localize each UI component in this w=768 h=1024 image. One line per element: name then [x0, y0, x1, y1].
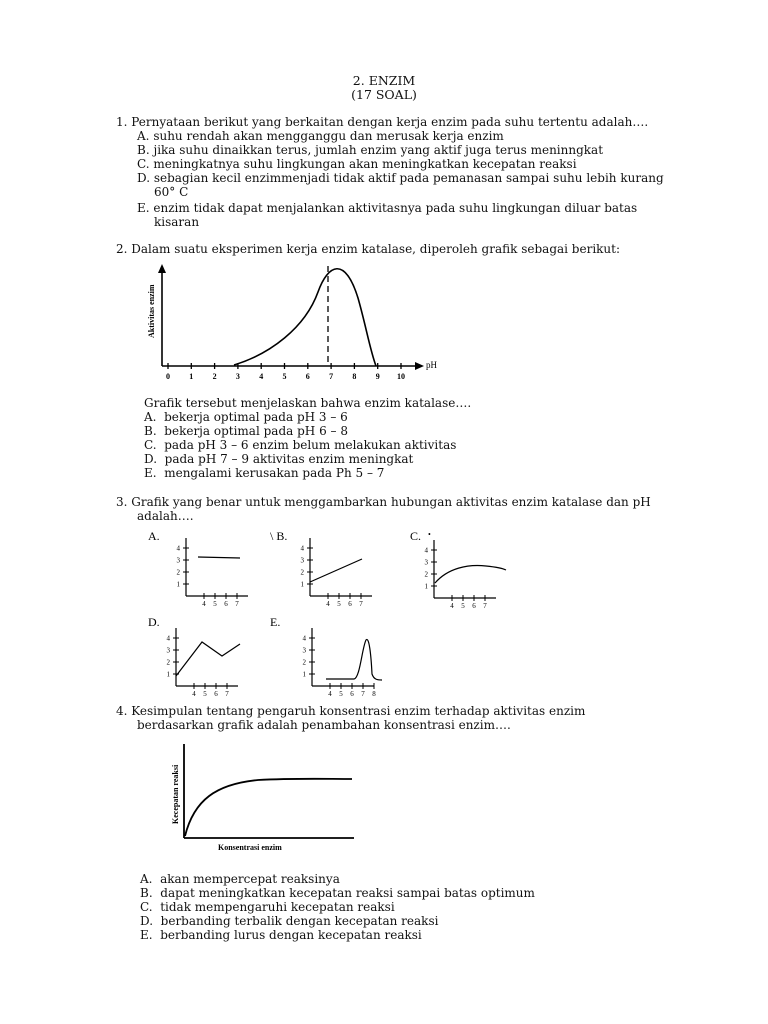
mini-y-tick-label: 1	[166, 670, 170, 679]
q2-option-e: E. mengalami kerusakan pada Ph 5 – 7	[144, 466, 385, 480]
q2-chart	[140, 258, 450, 390]
q3-graph-c-axes	[425, 540, 497, 610]
q1-option-e: E. enzim tidak dapat menjalankan aktivitasnya pada suhu lingkungan diluar batas	[137, 201, 638, 215]
q1-option-d-cont: 60° C	[154, 185, 189, 199]
mini-y-tick-label: 2	[424, 570, 428, 579]
q3-graph-c	[408, 528, 522, 614]
q3-graph-d	[146, 614, 256, 706]
q3-graph-b	[268, 528, 378, 614]
question-4-stem: 4. Kesimpulan tentang pengaruh konsentrasi enzim terhadap aktivitas enzim	[116, 704, 586, 718]
q2-x-tick-label: 6	[305, 372, 310, 381]
q2-y-arrow	[158, 264, 166, 273]
mini-y-tick-label: 2	[176, 568, 180, 577]
q2-x-tick-label: 8	[352, 372, 357, 381]
question-1-stem: 1. Pernyataan berikut yang berkaitan dengan kerja enzim pada suhu tertentu adalah….	[116, 115, 649, 129]
mini-y-tick-label: 4	[300, 544, 304, 553]
q3-graph-b-axes	[301, 538, 373, 608]
q3-graph-c-label: C.	[410, 529, 422, 543]
q2-lead: Grafik tersebut menjelaskan bahwa enzim katalase….	[144, 396, 472, 410]
q3-graph-e-curve	[326, 639, 382, 680]
page-subtitle: (17 SOAL)	[351, 87, 417, 102]
q4-option-b: B. dapat meningkatkan kecepatan reaksi sampai batas optimum	[140, 886, 535, 900]
mini-y-tick-label: 3	[424, 558, 428, 567]
q1-option-d: D. sebagian kecil enzimmenjadi tidak aktif pada pemanasan sampai suhu lebih kurang	[137, 171, 664, 185]
mini-x-tick-label: 4	[202, 600, 206, 608]
q3-graph-a-axes	[177, 538, 249, 608]
mini-y-tick-label: 1	[424, 582, 428, 591]
q2-x-tick-label: 3	[235, 372, 240, 381]
question-2-stem: 2. Dalam suatu eksperimen kerja enzim katalase, diperoleh grafik sebagai berikut:	[116, 242, 621, 256]
mini-x-tick-label: 5	[461, 602, 465, 610]
mini-x-tick-label: 8	[372, 690, 376, 698]
mini-x-tick-label: 4	[192, 690, 196, 698]
q2-option-c: C. pada pH 3 – 6 enzim belum melakukan aktivitas	[144, 438, 457, 452]
mini-x-tick-label: 7	[483, 602, 487, 610]
mini-y-tick-label: 2	[166, 658, 170, 667]
mini-x-tick-label: 5	[203, 690, 207, 698]
mini-x-tick-label: 5	[213, 600, 217, 608]
mini-x-tick-label: 6	[348, 600, 352, 608]
q4-ylabel: Kecepatan reaksi	[171, 764, 180, 824]
mini-x-tick-label: 6	[224, 600, 228, 608]
q2-x-tick-label: 1	[189, 372, 194, 381]
q2-x-tick-label: 0	[166, 372, 170, 381]
mini-x-tick-label: 7	[361, 690, 365, 698]
mini-x-tick-label: 6	[214, 690, 218, 698]
mini-y-tick-label: 4	[424, 546, 428, 555]
q3-graph-c-curve	[435, 566, 506, 583]
q3-graph-b-label: \ B.	[270, 529, 288, 543]
q3-graph-d-line	[176, 642, 240, 676]
mini-y-tick-label: 3	[176, 556, 180, 565]
mini-y-tick-label: 4	[166, 634, 170, 643]
mini-y-tick-label: 4	[302, 634, 306, 643]
mini-x-tick-label: 6	[472, 602, 476, 610]
question-4-stem-cont: berdasarkan grafik adalah penambahan konsentrasi enzim….	[137, 718, 511, 732]
mini-y-tick-label: 1	[300, 580, 304, 589]
question-3-stem: 3. Grafik yang benar untuk menggambarkan hubungan aktivitas enzim katalase dan pH	[116, 495, 651, 509]
q4-option-d: D. berbanding terbalik dengan kecepatan reaksi	[140, 914, 439, 928]
mini-x-tick-label: 7	[225, 690, 229, 698]
q2-x-tick-label: 9	[375, 372, 380, 381]
page-title: 2. ENZIM	[352, 73, 416, 88]
mini-y-tick-label: 2	[302, 658, 306, 667]
q4-option-a: A. akan mempercepat reaksinya	[140, 872, 340, 886]
mini-x-tick-label: 7	[359, 600, 363, 608]
mini-y-tick-label: 4	[176, 544, 180, 553]
q3-graph-e	[268, 614, 388, 706]
q1-option-a: A. suhu rendah akan mengganggu dan merusak kerja enzim	[137, 129, 504, 143]
q3-graph-a	[146, 528, 256, 614]
q3-graph-b-line	[310, 559, 362, 582]
q4-chart	[166, 740, 366, 860]
q3-graph-e-axes	[303, 628, 377, 698]
q3-graph-e-label: E.	[270, 615, 281, 629]
mini-y-tick-label: 2	[300, 568, 304, 577]
mini-x-tick-label: 5	[339, 690, 343, 698]
q4-xlabel: Konsentrasi enzim	[218, 843, 282, 852]
q1-option-c: C. meningkatnya suhu lingkungan akan meningkatkan kecepatan reaksi	[137, 157, 577, 171]
q2-x-arrow	[415, 362, 424, 370]
q3-graph-a-line	[198, 557, 240, 558]
mini-y-tick-label: 3	[166, 646, 170, 655]
q2-option-b: B. bekerja optimal pada pH 6 – 8	[144, 424, 348, 438]
mini-x-tick-label: 5	[337, 600, 341, 608]
mini-y-tick-label: 3	[302, 646, 306, 655]
q2-xlabel: pH	[426, 360, 437, 370]
q2-x-tick-label: 2	[212, 372, 217, 381]
q1-option-b: B. jika suhu dinaikkan terus, jumlah enzim yang aktif juga terus meninngkat	[137, 143, 604, 157]
q2-option-a: A. bekerja optimal pada pH 3 – 6	[144, 410, 348, 424]
q2-x-tick-label: 4	[259, 372, 264, 381]
q2-curve	[234, 269, 376, 366]
q2-x-tick-label: 5	[282, 372, 287, 381]
q3-graph-d-axes	[167, 628, 239, 698]
q4-option-c: C. tidak mempengaruhi kecepatan reaksi	[140, 900, 395, 914]
question-3-stem-cont: adalah….	[137, 509, 194, 523]
mini-x-tick-label: 4	[328, 690, 332, 698]
q3-graph-a-label: A.	[148, 529, 160, 543]
q2-option-d: D. pada pH 7 – 9 aktivitas enzim meningkat	[144, 452, 414, 466]
q3-graph-d-label: D.	[148, 615, 160, 629]
q2-ylabel: Aktivitas enzim	[147, 284, 156, 338]
q4-option-e: E. berbanding lurus dengan kecepatan reaksi	[140, 928, 422, 942]
mini-x-tick-label: 4	[326, 600, 330, 608]
q3-graph-c-mark: •	[428, 530, 431, 539]
mini-x-tick-label: 4	[450, 602, 454, 610]
mini-x-tick-label: 6	[350, 690, 354, 698]
q1-option-e-cont: kisaran	[154, 215, 200, 229]
q4-curve	[185, 779, 352, 836]
q2-x-tick-label: 7	[329, 372, 334, 381]
mini-x-tick-label: 7	[235, 600, 239, 608]
mini-y-tick-label: 3	[300, 556, 304, 565]
q2-x-tick-label: 10	[397, 372, 405, 381]
mini-y-tick-label: 1	[302, 670, 306, 679]
mini-y-tick-label: 1	[176, 580, 180, 589]
